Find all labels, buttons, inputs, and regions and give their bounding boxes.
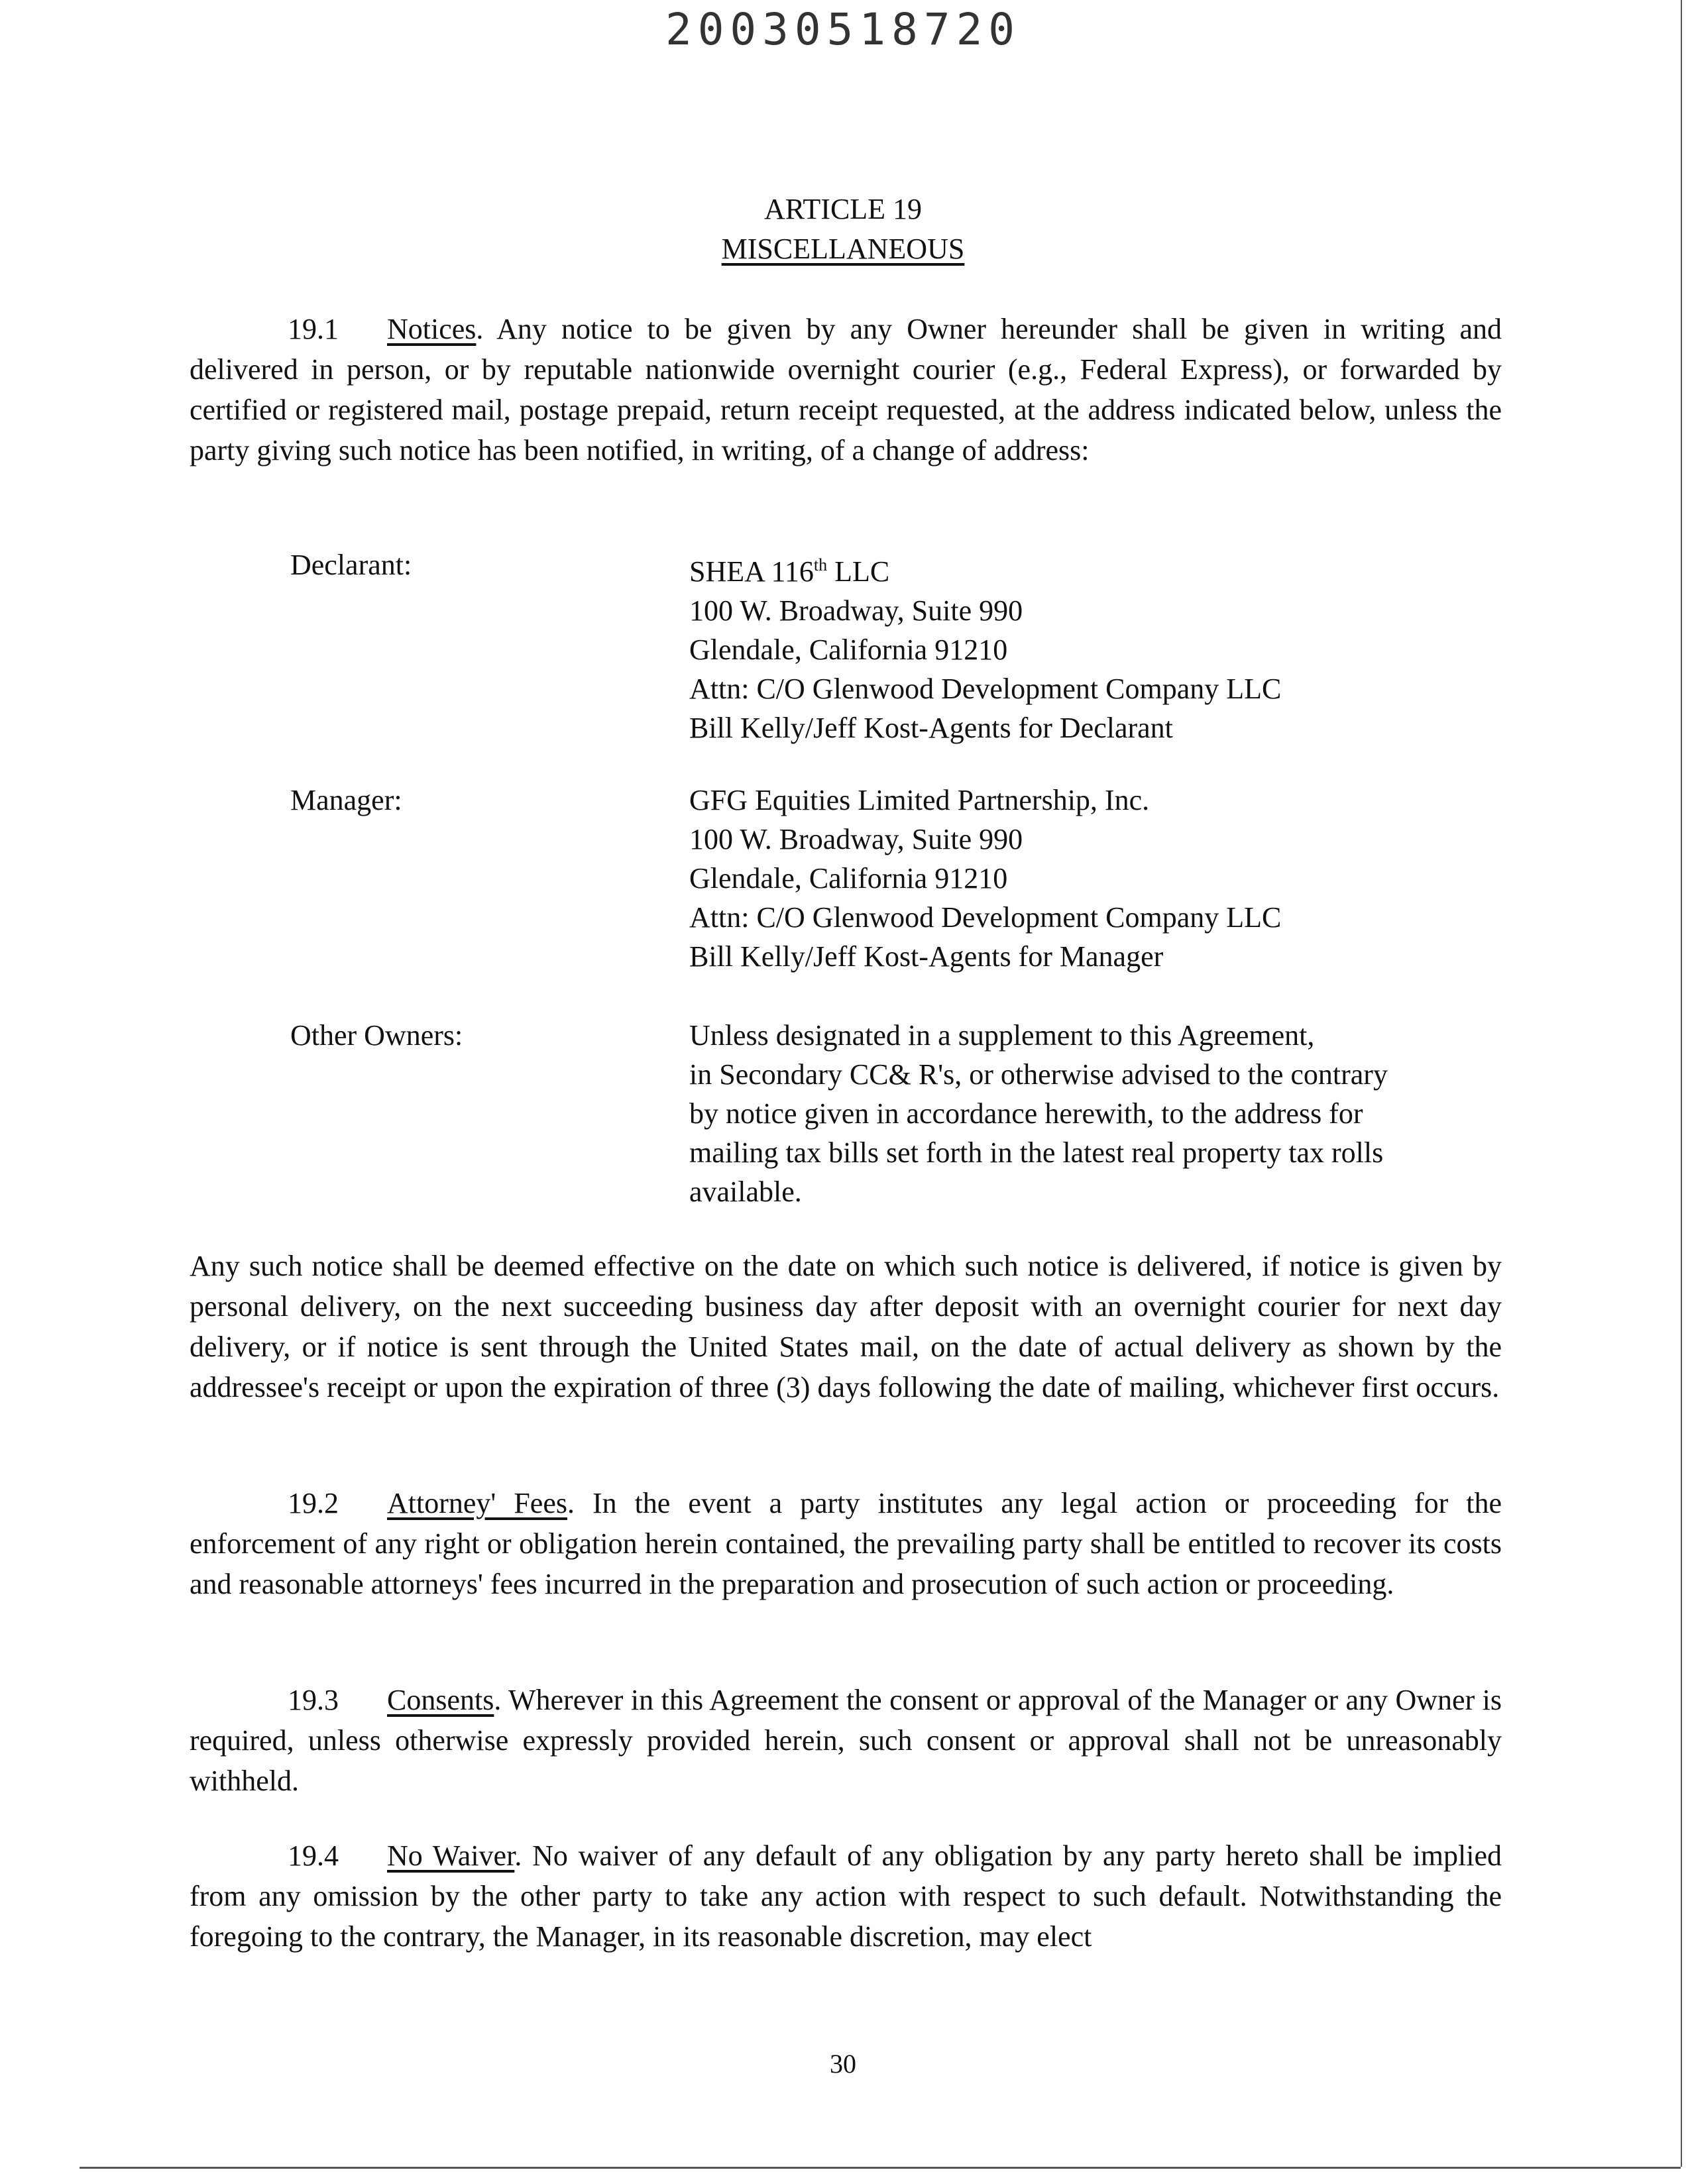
scan-edge-bottom — [80, 2167, 1681, 2169]
section-19-3 — [190, 1680, 1502, 1801]
section-text: . Wherever in this Agreement the consent or approval of the Manager or any Owner is required, unless otherwise expressly provided herein, such consent or approval shall not be unreasonably withheld. — [190, 1684, 1502, 1797]
article-title-text: MISCELLANEOUS — [721, 233, 965, 265]
other-owners-line: by notice given in accordance herewith, to the address for — [689, 1097, 1363, 1130]
article-title — [0, 232, 1686, 266]
section-number: 19.2 — [288, 1487, 339, 1519]
declarant-name-prefix: SHEA 116 — [689, 555, 814, 588]
section-19-2 — [190, 1483, 1502, 1604]
section-text: . No waiver of any default of any obligation by any party hereto shall be implied from any omission by the other party to take any action with respect to such default. Notwithstanding the foregoing to the contrary, the Manager, in its reasonable discretion, may elect — [190, 1839, 1502, 1953]
scan-edge-right — [1681, 0, 1682, 2167]
manager-name: GFG Equities Limited Partnership, Inc. — [689, 784, 1150, 816]
declarant-attn: Attn: C/O Glenwood Development Company LLC — [689, 673, 1282, 705]
section-19-4 — [190, 1835, 1502, 1957]
other-owners-label: Other Owners: — [290, 1019, 463, 1052]
section-number: 19.3 — [288, 1684, 339, 1716]
declarant-name — [689, 545, 1498, 591]
declarant-label: Declarant: — [290, 549, 412, 581]
other-owners-address — [689, 1016, 1498, 1211]
declarant-address — [689, 545, 1498, 747]
declarant-name-superscript: th — [813, 555, 828, 574]
other-owners-line: available. — [689, 1175, 802, 1208]
declarant-name-suffix: LLC — [827, 555, 890, 588]
section-heading: Attorney' Fees — [387, 1487, 567, 1519]
declarant-agents: Bill Kelly/Jeff Kost-Agents for Declarant — [689, 712, 1173, 744]
section-text: . In the event a party institutes any legal action or proceeding for the enforcement of any right or obligation herein contained, the prevailing party shall be entitled to recover its costs and reasonable attorneys' fees incurred in the preparation and prosecution of such action or proceeding. — [190, 1487, 1502, 1600]
other-owners-line: Unless designated in a supplement to this Agreement, — [689, 1019, 1315, 1052]
other-owners-line: mailing tax bills set forth in the latest real property tax rolls — [689, 1136, 1384, 1169]
other-owners-line: in Secondary CC& R's, or otherwise advised to the contrary — [689, 1058, 1388, 1091]
notice-effective-paragraph: Any such notice shall be deemed effective on the date on which such notice is delivered, if notice is given by personal delivery, on the next succeeding business day after deposit with an overnight courier for next day delivery, or if notice is sent through the United States mail, on the date of actual delivery as shown by the addressee's receipt or upon the expiration of three (3) days following the date of mailing, whichever first occurs. — [190, 1250, 1502, 1403]
section-heading: Notices — [387, 313, 477, 345]
section-19-1 — [190, 309, 1502, 470]
manager-street: 100 W. Broadway, Suite 990 — [689, 823, 1023, 855]
declarant-city: Glendale, California 91210 — [689, 633, 1008, 666]
article-number: ARTICLE 19 — [763, 193, 923, 225]
manager-attn: Attn: C/O Glenwood Development Company LLC — [689, 901, 1282, 934]
section-number: 19.4 — [288, 1839, 339, 1872]
declarant-street: 100 W. Broadway, Suite 990 — [689, 594, 1023, 627]
section-heading: Consents — [387, 1684, 494, 1716]
manager-city: Glendale, California 91210 — [689, 862, 1008, 895]
page-number: 30 — [830, 2049, 856, 2079]
manager-address — [689, 781, 1498, 976]
section-heading: No Waiver — [387, 1839, 515, 1872]
section-number: 19.1 — [288, 313, 339, 345]
document-number: 20030518720 — [665, 4, 1021, 55]
section-text: . Any notice to be given by any Owner hereunder shall be given in writing and delivered in person, or by reputable nationwide overnight courier (e.g., Federal Express), or forwarded by certified or registered mail, postage prepaid, return receipt requested, at the address indicated below, unless the party giving such notice has been notified, in writing, of a change of address: — [190, 313, 1502, 466]
manager-label: Manager: — [290, 784, 402, 816]
manager-agents: Bill Kelly/Jeff Kost-Agents for Manager — [689, 940, 1164, 973]
